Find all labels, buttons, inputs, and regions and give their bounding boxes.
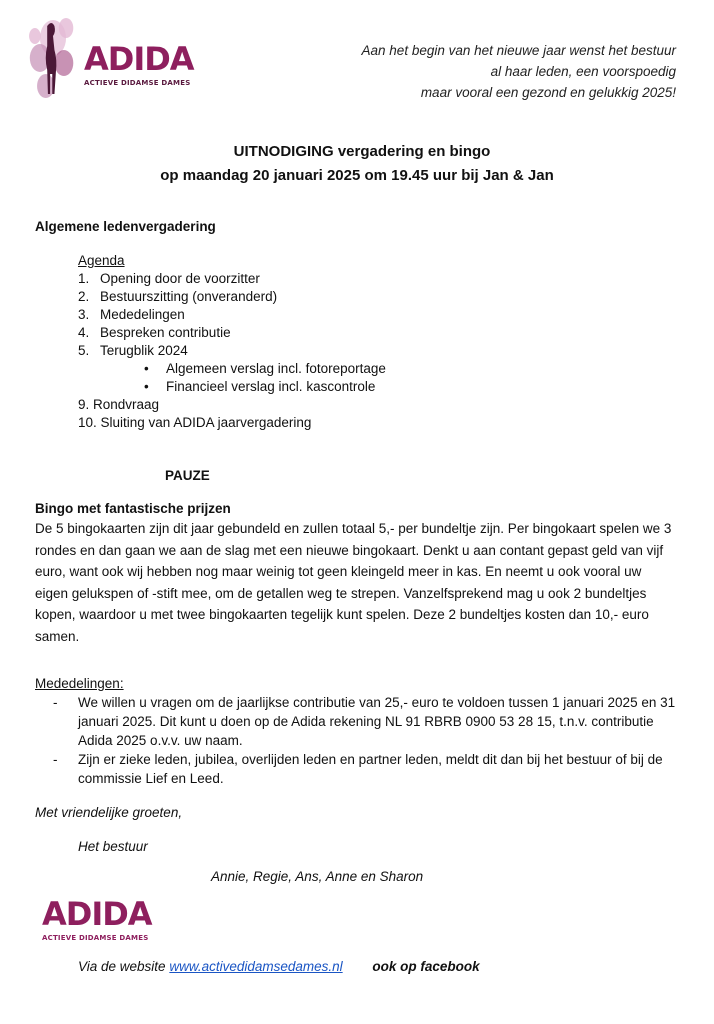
announcements-list bbox=[35, 674, 705, 788]
bingo-line: kopen, waardoor u met twee bingokaarten tegelijk kunt spelen. Deze 2 bundeltjes kosten dan 10,- euro bbox=[35, 607, 649, 622]
agenda-subitem bbox=[78, 360, 386, 378]
website-link[interactable]: www.activedidamsedames.nl bbox=[169, 959, 343, 974]
footer bbox=[78, 958, 480, 976]
dash-marker: - bbox=[53, 695, 58, 710]
agenda-list bbox=[78, 252, 386, 432]
title-line-2: op maandag 20 januari 2025 om 19.45 uur bij Jan & Jan bbox=[160, 167, 554, 184]
flower-silhouette-icon bbox=[24, 8, 82, 108]
bingo-line: De 5 bingokaarten zijn dit jaar gebundeld en zullen totaal 5,- per bundeltje zijn. Per bingokaart spelen we 3 bbox=[35, 521, 672, 536]
bullet-icon: • bbox=[144, 361, 149, 376]
facebook-note: ook op facebook bbox=[372, 959, 480, 974]
agenda-number: 1. bbox=[78, 271, 90, 286]
greeting-line: al haar leden, een voorspoedig bbox=[490, 64, 676, 79]
agenda-item bbox=[78, 288, 386, 306]
agenda-number: 2. bbox=[78, 289, 90, 304]
agenda-item: 10. Sluiting van ADIDA jaarvergadering bbox=[78, 415, 312, 430]
closing-greeting: Met vriendelijke groeten, bbox=[35, 805, 183, 820]
greeting-line: maar vooral een gezond en gelukkig 2025! bbox=[420, 85, 676, 100]
agenda-item bbox=[78, 270, 386, 288]
agenda-number: 4. bbox=[78, 325, 90, 340]
announcement-line: Zijn er zieke leden, jubilea, overlijden leden en partner leden, meldt dit dan bij het bestuur of bij de bbox=[78, 752, 663, 767]
agenda-number: 5. bbox=[78, 343, 90, 358]
bingo-line: eigen gelukspen of -stift mee, om de getallen weg te strepen. Vanzelfsprekend mag u ook 2 bundeltjes bbox=[35, 585, 647, 601]
pause-heading: PAUZE bbox=[165, 468, 210, 483]
agenda-number: 3. bbox=[78, 307, 90, 322]
announcements-heading: Mededelingen: bbox=[35, 676, 124, 691]
greeting-line: Aan het begin van het nieuwe jaar wenst het bestuur bbox=[361, 43, 676, 58]
logo-tagline: ACTIEVE DIDAMSE DAMES bbox=[42, 934, 149, 942]
announcement-item bbox=[35, 693, 705, 750]
board-names: Annie, Regie, Ans, Anne en Sharon bbox=[211, 869, 424, 884]
bingo-line: rondes en dan gaan we aan de slag met een nieuwe bingokaart. Denkt u aan contant gepast geld van vijf bbox=[35, 542, 664, 558]
announcement-line: commissie Lief en Leed. bbox=[78, 771, 224, 786]
agenda-subitem bbox=[78, 378, 386, 396]
bingo-line: euro, want ook wij hebben nog maar weinig tot geen kleingeld meer in kas. En neemt u ook vooral uw bbox=[35, 564, 642, 579]
announcement-line: januari 2025. Dit kunt u doen op de Adida rekening NL 91 RBRB 0900 53 28 15, t.n.v. contributie bbox=[78, 714, 654, 729]
website-prefix: Via de website bbox=[78, 959, 166, 974]
agenda-item: 9. Rondvraag bbox=[78, 397, 160, 412]
adida-logo-bottom bbox=[42, 897, 172, 945]
invitation-title bbox=[0, 140, 714, 188]
agenda-text: Terugblik 2024 bbox=[100, 343, 188, 358]
new-year-greeting bbox=[362, 40, 676, 103]
bingo-line: samen. bbox=[35, 628, 80, 644]
agenda-item bbox=[78, 324, 386, 342]
announcement-item bbox=[35, 750, 705, 788]
closing-signoff: Het bestuur bbox=[78, 839, 148, 854]
logo-tagline: ACTIEVE DIDAMSE DAMES bbox=[84, 79, 191, 87]
agenda-label: Agenda bbox=[78, 253, 125, 268]
agenda-item bbox=[78, 306, 386, 324]
agenda-text: Bestuurszitting (onveranderd) bbox=[100, 289, 278, 304]
title-line-1: UITNODIGING vergadering en bingo bbox=[233, 143, 491, 160]
subitem-text: Financieel verslag incl. kascontrole bbox=[166, 379, 376, 394]
announcement-line: Adida 2025 o.v.v. uw naam. bbox=[78, 733, 243, 748]
subitem-text: Algemeen verslag incl. fotoreportage bbox=[166, 361, 386, 376]
logo-wordmark: ADIDA bbox=[42, 895, 152, 933]
logo-wordmark: ADIDA bbox=[84, 40, 194, 78]
agenda-text: Opening door de voorzitter bbox=[100, 271, 260, 286]
bingo-heading: Bingo met fantastische prijzen bbox=[35, 501, 231, 516]
bingo-paragraph bbox=[35, 518, 705, 647]
dash-marker: - bbox=[53, 752, 58, 767]
agenda-text: Bespreken contributie bbox=[100, 325, 231, 340]
agenda-text: Mededelingen bbox=[100, 307, 185, 322]
bullet-icon: • bbox=[144, 379, 149, 394]
adida-logo-top bbox=[24, 8, 194, 108]
announcement-line: We willen u vragen om de jaarlijkse contributie van 25,- euro te voldoen tussen 1 januari 2025 en 31 bbox=[78, 695, 676, 710]
meeting-heading: Algemene ledenvergadering bbox=[35, 219, 216, 234]
agenda-item bbox=[78, 342, 386, 360]
